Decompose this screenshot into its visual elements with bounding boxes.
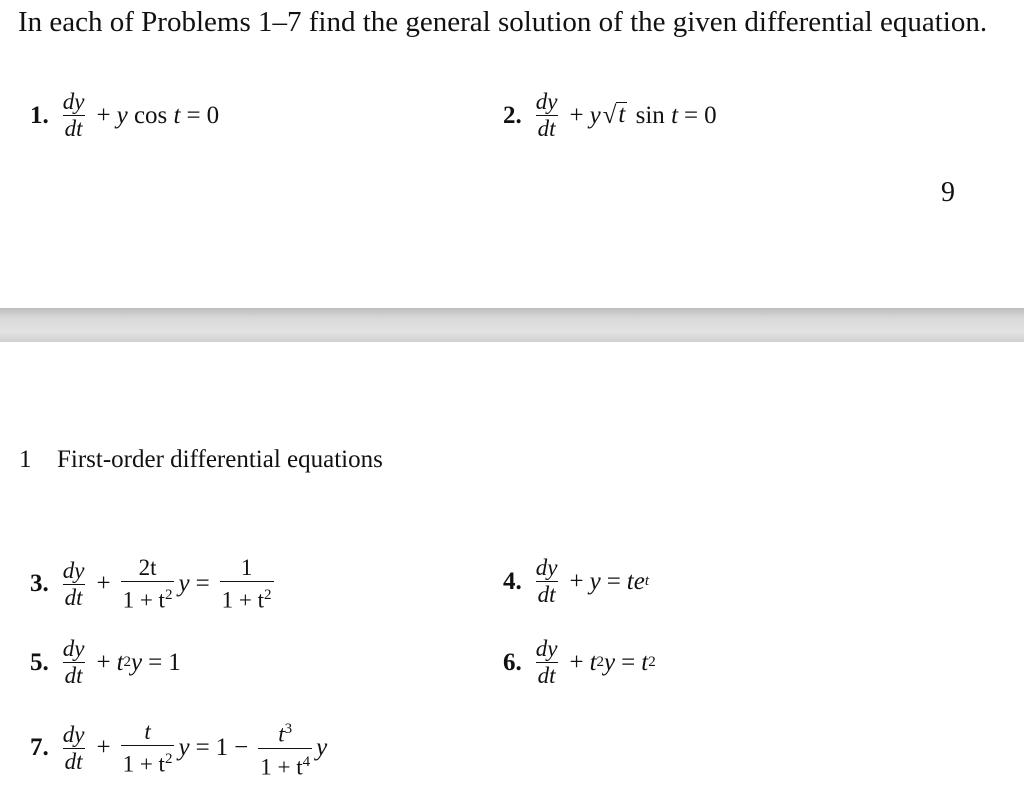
problem-number: 6. (503, 648, 522, 676)
problem-number: 1. (30, 101, 49, 129)
derivative-fraction: $\frac{dy}{dt}$ (535, 636, 558, 688)
derivative-fraction: $\frac{dy}{dt}$ (535, 89, 558, 141)
chapter-number: 1 (19, 446, 32, 473)
problem-6: 6. $\frac{dy}{dt}$ + t 2 y = t 2 (503, 636, 656, 688)
page-separator (0, 308, 1024, 342)
coefficient-fraction: $\frac{2t}{1 + t^2}$ (122, 555, 173, 613)
problem-number: 7. (30, 734, 49, 762)
problem-3: 3. $\frac{dy}{dt}$ + $\frac{2t}{1 + t^2}$ y = $\frac{1}{1 + t^2}$ (30, 555, 272, 613)
rhs-fraction: $\frac{t^3}{1 + t^4}$ (260, 721, 311, 780)
page-number: 9 (941, 177, 955, 208)
problem-5: 5. $\frac{dy}{dt}$ + t 2 y = 1 (30, 636, 181, 688)
derivative-fraction: $\frac{dy}{dt}$ (535, 555, 558, 607)
problem-7: 7. $\frac{dy}{dt}$ + $\frac{t}{1 + t^2}$ y = 1 − $\frac{t^3}{1 + t^4}$ y (30, 718, 328, 780)
coefficient-fraction: $\frac{t}{1 + t^2}$ (122, 718, 173, 777)
problem-number: 4. (503, 567, 522, 595)
square-root: √ t (602, 100, 626, 129)
derivative-fraction: $\frac{dy}{dt}$ (62, 89, 85, 141)
page-top (0, 0, 1024, 308)
chapter-title: First-order differential equations (57, 446, 383, 473)
problem-number: 3. (30, 570, 49, 598)
problem-number: 5. (30, 648, 49, 676)
problem-2: 2. $\frac{dy}{dt}$ + y √ t sin t = 0 (503, 89, 717, 141)
derivative-fraction: $\frac{dy}{dt}$ (62, 636, 85, 688)
derivative-fraction: $\frac{dy}{dt}$ (62, 557, 85, 610)
problem-number: 2. (503, 101, 522, 129)
derivative-fraction: $\frac{dy}{dt}$ (62, 721, 85, 774)
instructions-text: In each of Problems 1–7 find the general solution of the given differential equation. (18, 6, 988, 38)
page-bottom (0, 342, 1024, 795)
running-head (19, 446, 383, 474)
problem-1: 1. $\frac{dy}{dt}$ + y cos t = 0 (30, 89, 220, 141)
problem-4: 4. $\frac{dy}{dt}$ + y = te t (503, 555, 650, 607)
rhs-fraction: $\frac{1}{1 + t^2}$ (221, 555, 272, 613)
